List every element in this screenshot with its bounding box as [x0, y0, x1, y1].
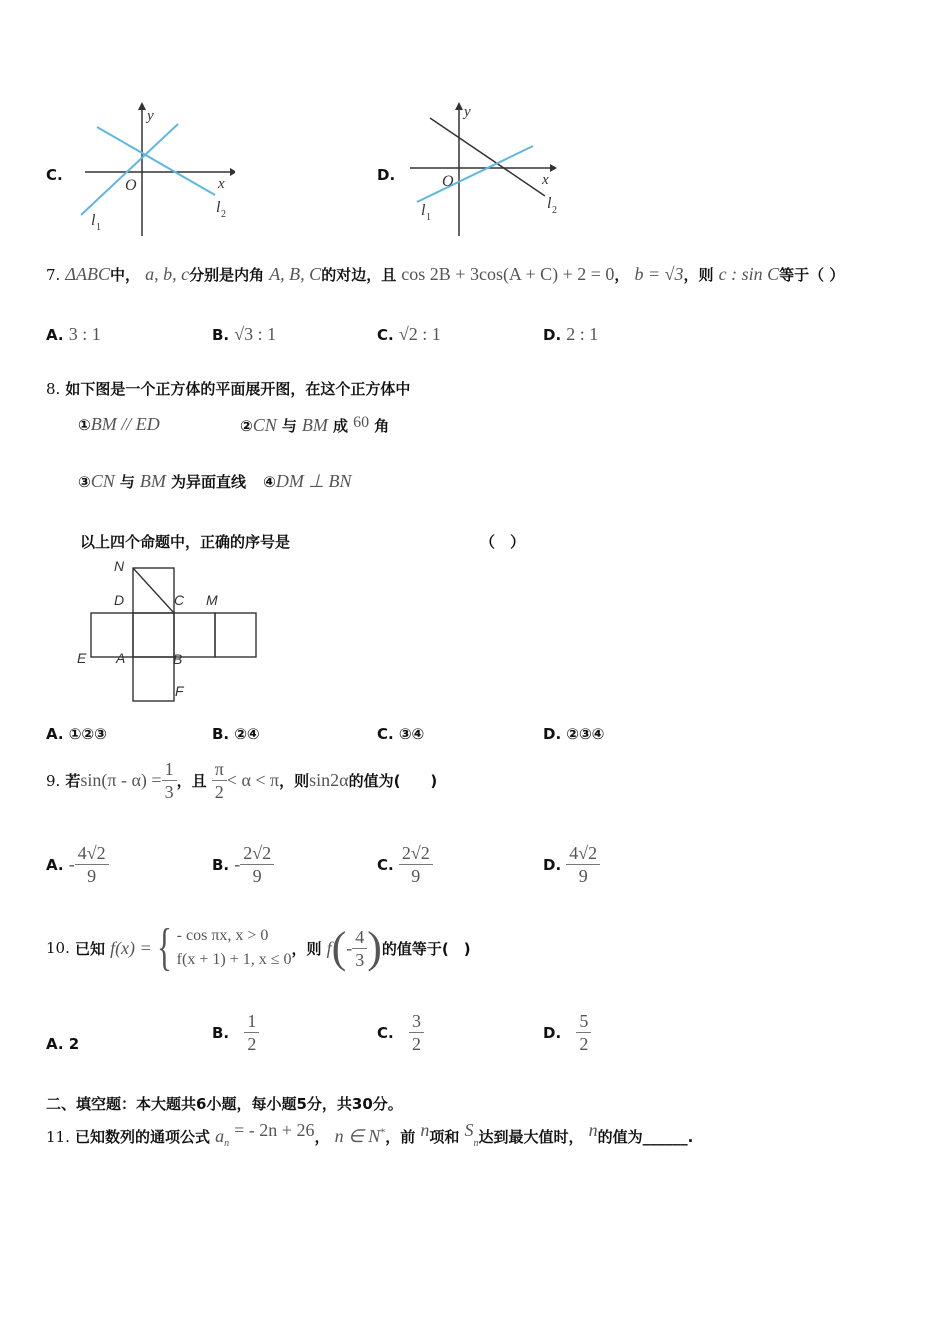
q10-stem: 10. 已知 f(x) = { - cos πx, x > 0 f(x + 1) + 1, x ≤ 0 ，则 f ( - $\frac{4}{3}$ ) 的值等于( )	[46, 919, 471, 976]
l2-label: l	[216, 199, 221, 216]
q7-stem: 7. ΔABC中， a, b, c分别是内角 A, B, C的对边，且 cos 2B + 3cos(A + C) + 2 = 0， b = √3，则 c : sin C等于（ ）	[46, 264, 845, 284]
q7-option-b[interactable]: B. √3 : 1	[212, 324, 277, 344]
q7-option-c[interactable]: C. √2 : 1	[377, 324, 441, 344]
question-number: 7.	[46, 266, 61, 284]
q9-stem: 9. 若 sin(π - α) = $\frac{1}{3}$ ，且 $\frac{\pi}{2}$ < α < π ，则 sin2α 的值为( )	[46, 759, 438, 802]
q6-graph-d	[405, 98, 570, 240]
q8-option-c[interactable]: C. ③④	[377, 725, 425, 743]
q8-cube-net	[74, 556, 274, 706]
q9-option-c[interactable]: C. $\frac{2√2}{9}$	[377, 842, 433, 887]
svg-text:1: 1	[426, 212, 431, 223]
q10-option-b[interactable]: B. $\frac{1}{2}$	[212, 1010, 259, 1055]
svg-text:N: N	[114, 558, 125, 574]
svg-text:1: 1	[96, 222, 101, 233]
svg-text:2: 2	[552, 205, 557, 216]
l2-label: l	[547, 195, 552, 212]
y-label: y	[147, 108, 154, 124]
origin-label: O	[125, 177, 137, 194]
q8-option-b[interactable]: B. ②④	[212, 725, 260, 743]
q10-option-c[interactable]: C. $\frac{3}{2}$	[377, 1010, 424, 1055]
q7-equation: cos 2B + 3cos(A + C) + 2 = 0	[401, 264, 615, 284]
q8-proposition-1: ①BM // ED	[78, 414, 160, 434]
q8-answer-paren: （ ）	[480, 533, 526, 551]
q8-ask: 以上四个命题中，正确的序号是	[80, 533, 291, 551]
q7-option-d[interactable]: D. 2 : 1	[543, 324, 599, 344]
svg-text:B: B	[173, 651, 183, 667]
q8-proposition-4: ④	[263, 473, 276, 491]
svg-text:C: C	[174, 592, 185, 608]
piecewise-brace: {	[156, 919, 172, 976]
svg-text:A: A	[116, 650, 126, 666]
q11-stem: 11. 已知数列的通项公式 $a_n$ = - 2n + 26， n ∈ N*，前 n项和 $S_n$达到最大值时， n的值为______.	[46, 1120, 694, 1150]
svg-text:D: D	[114, 592, 125, 608]
q8-option-a[interactable]: A. ①②③	[46, 725, 107, 743]
piecewise-cases: - cos πx, x > 0 f(x + 1) + 1, x ≤ 0	[176, 927, 292, 968]
svg-text:M: M	[206, 592, 218, 608]
y-label: y	[464, 104, 471, 120]
x-label: x	[542, 172, 549, 188]
svg-text:E: E	[77, 650, 87, 666]
q10-option-a[interactable]: A. 2	[46, 1035, 80, 1053]
l1-label: l	[91, 212, 96, 229]
q6-graph-c	[75, 100, 235, 240]
line-l2	[97, 127, 215, 195]
q8-proposition-2: ②CN 与 BM 成 60 角	[240, 414, 390, 435]
q9-option-d[interactable]: D. $\frac{4√2}{9}$	[543, 842, 600, 887]
section-2-title: 二、填空题：本大题共6小题，每小题5分，共30分。	[46, 1095, 403, 1113]
svg-text:2: 2	[221, 209, 226, 220]
x-label: x	[218, 176, 225, 192]
q8-proposition-3: ③CN 与 BM 为异面直线 ④DM ⊥ BN	[78, 471, 352, 491]
l1-label: l	[421, 202, 426, 219]
q8-option-d[interactable]: D. ②③④	[543, 725, 605, 743]
line-l1	[81, 124, 178, 215]
q9-option-a[interactable]: A. - $\frac{4√2}{9}$	[46, 842, 109, 887]
q9-option-b[interactable]: B. - $\frac{2√2}{9}$	[212, 842, 274, 887]
q6-option-c-label: C.	[46, 166, 63, 184]
q7-option-a[interactable]: A. 3 : 1	[46, 324, 101, 344]
svg-text:F: F	[175, 683, 184, 699]
q8-stem: 8. 如下图是一个正方体的平面展开图，在这个正方体中	[46, 380, 411, 398]
q6-option-d-label: D.	[377, 166, 396, 184]
origin-label: O	[442, 173, 454, 190]
q10-option-d[interactable]: D. $\frac{5}{2}$	[543, 1010, 591, 1055]
q11-answer-blank[interactable]: ______	[642, 1128, 688, 1146]
line-l1	[417, 146, 533, 202]
